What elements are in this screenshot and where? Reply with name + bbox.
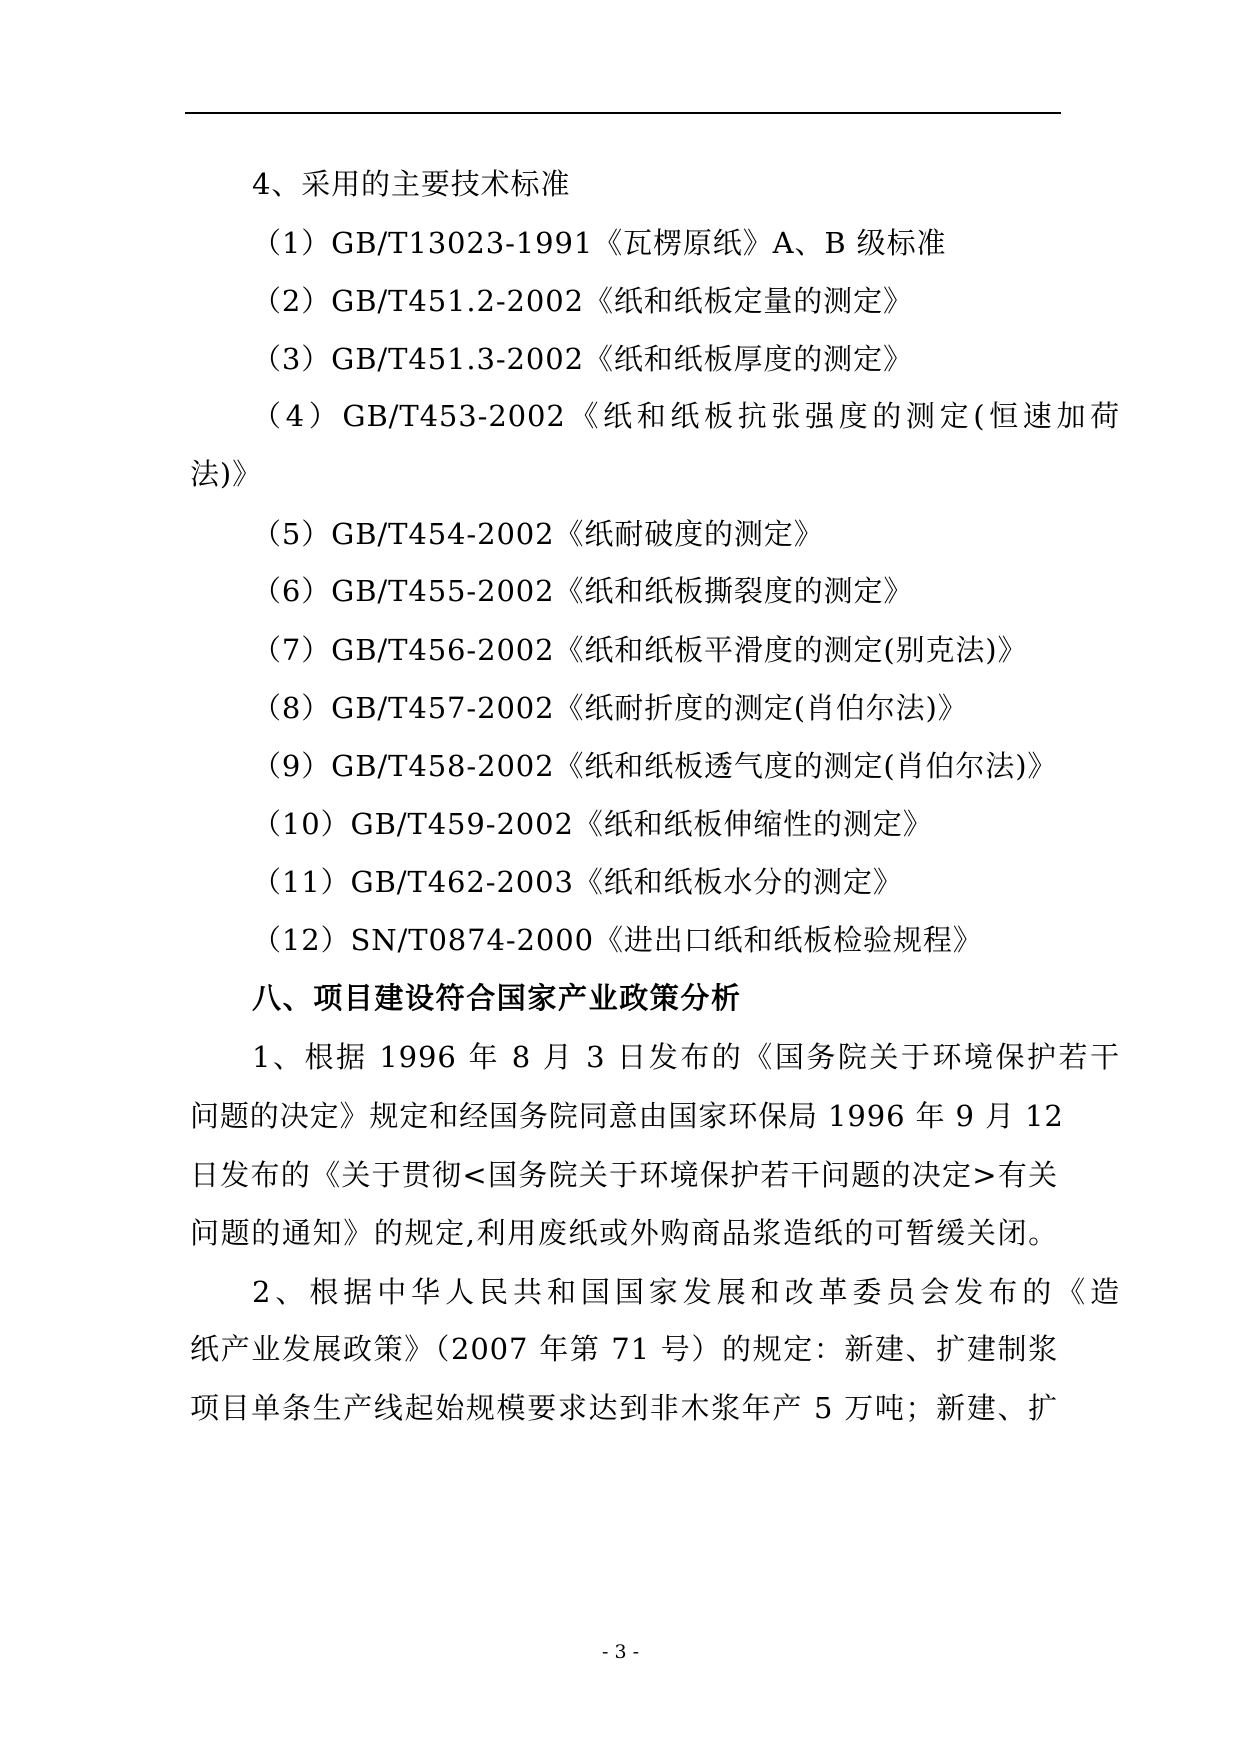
- standard-item-9: （9）GB/T458-2002《纸和纸板透气度的测定(肖伯尔法)》: [252, 749, 1058, 783]
- standard-item-7: （7）GB/T456-2002《纸和纸板平滑度的测定(别克法)》: [252, 633, 1028, 667]
- para-2-line-2: 纸产业发展政策》（2007 年第 71 号）的规定：新建、扩建制浆: [190, 1332, 1058, 1366]
- section-8-title: 八、项目建设符合国家产业政策分析: [252, 981, 742, 1015]
- standard-item-4-line-1: （4）GB/T453-2002《纸和纸板抗张强度的测定(恒速加荷: [252, 399, 1120, 433]
- para-1-line-1: 1、根据 1996 年 8 月 3 日发布的《国务院关于环境保护若干: [252, 1040, 1120, 1074]
- standard-item-3: （3）GB/T451.3-2002《纸和纸板厚度的测定》: [252, 342, 913, 376]
- standard-item-5: （5）GB/T454-2002《纸耐破度的测定》: [252, 517, 824, 551]
- standard-item-2: （2）GB/T451.2-2002《纸和纸板定量的测定》: [252, 284, 913, 318]
- page-number: - 3 -: [601, 1641, 639, 1663]
- para-2-line-3: 项目单条生产线起始规模要求达到非木浆年产 5 万吨；新建、扩: [190, 1391, 1058, 1425]
- standards-heading: 4、采用的主要技术标准: [252, 167, 571, 201]
- standard-item-10: （10）GB/T459-2002《纸和纸板伸缩性的测定》: [252, 807, 933, 841]
- para-2-line-1: 2、根据中华人民共和国国家发展和改革委员会发布的《造: [252, 1275, 1120, 1309]
- standard-item-1: （1）GB/T13023-1991《瓦楞原纸》A、B 级标准: [252, 226, 947, 260]
- standard-item-12: （12）SN/T0874-2000《进出口纸和纸板检验规程》: [252, 923, 983, 957]
- para-1-line-2: 问题的决定》规定和经国务院同意由国家环保局 1996 年 9 月 12: [190, 1099, 1064, 1133]
- standard-item-11: （11）GB/T462-2003《纸和纸板水分的测定》: [252, 865, 903, 899]
- para-1-line-3: 日发布的《关于贯彻<国务院关于环境保护若干问题的决定>有关: [190, 1158, 1058, 1192]
- para-1-line-4: 问题的通知》的规定,利用废纸或外购商品浆造纸的可暂缓关闭。: [190, 1216, 1058, 1250]
- header-rule: [185, 112, 1061, 114]
- standard-item-6: （6）GB/T455-2002《纸和纸板撕裂度的测定》: [252, 574, 914, 608]
- standard-item-4-line-2: 法)》: [190, 457, 263, 491]
- standard-item-8: （8）GB/T457-2002《纸耐折度的测定(肖伯尔法)》: [252, 691, 968, 725]
